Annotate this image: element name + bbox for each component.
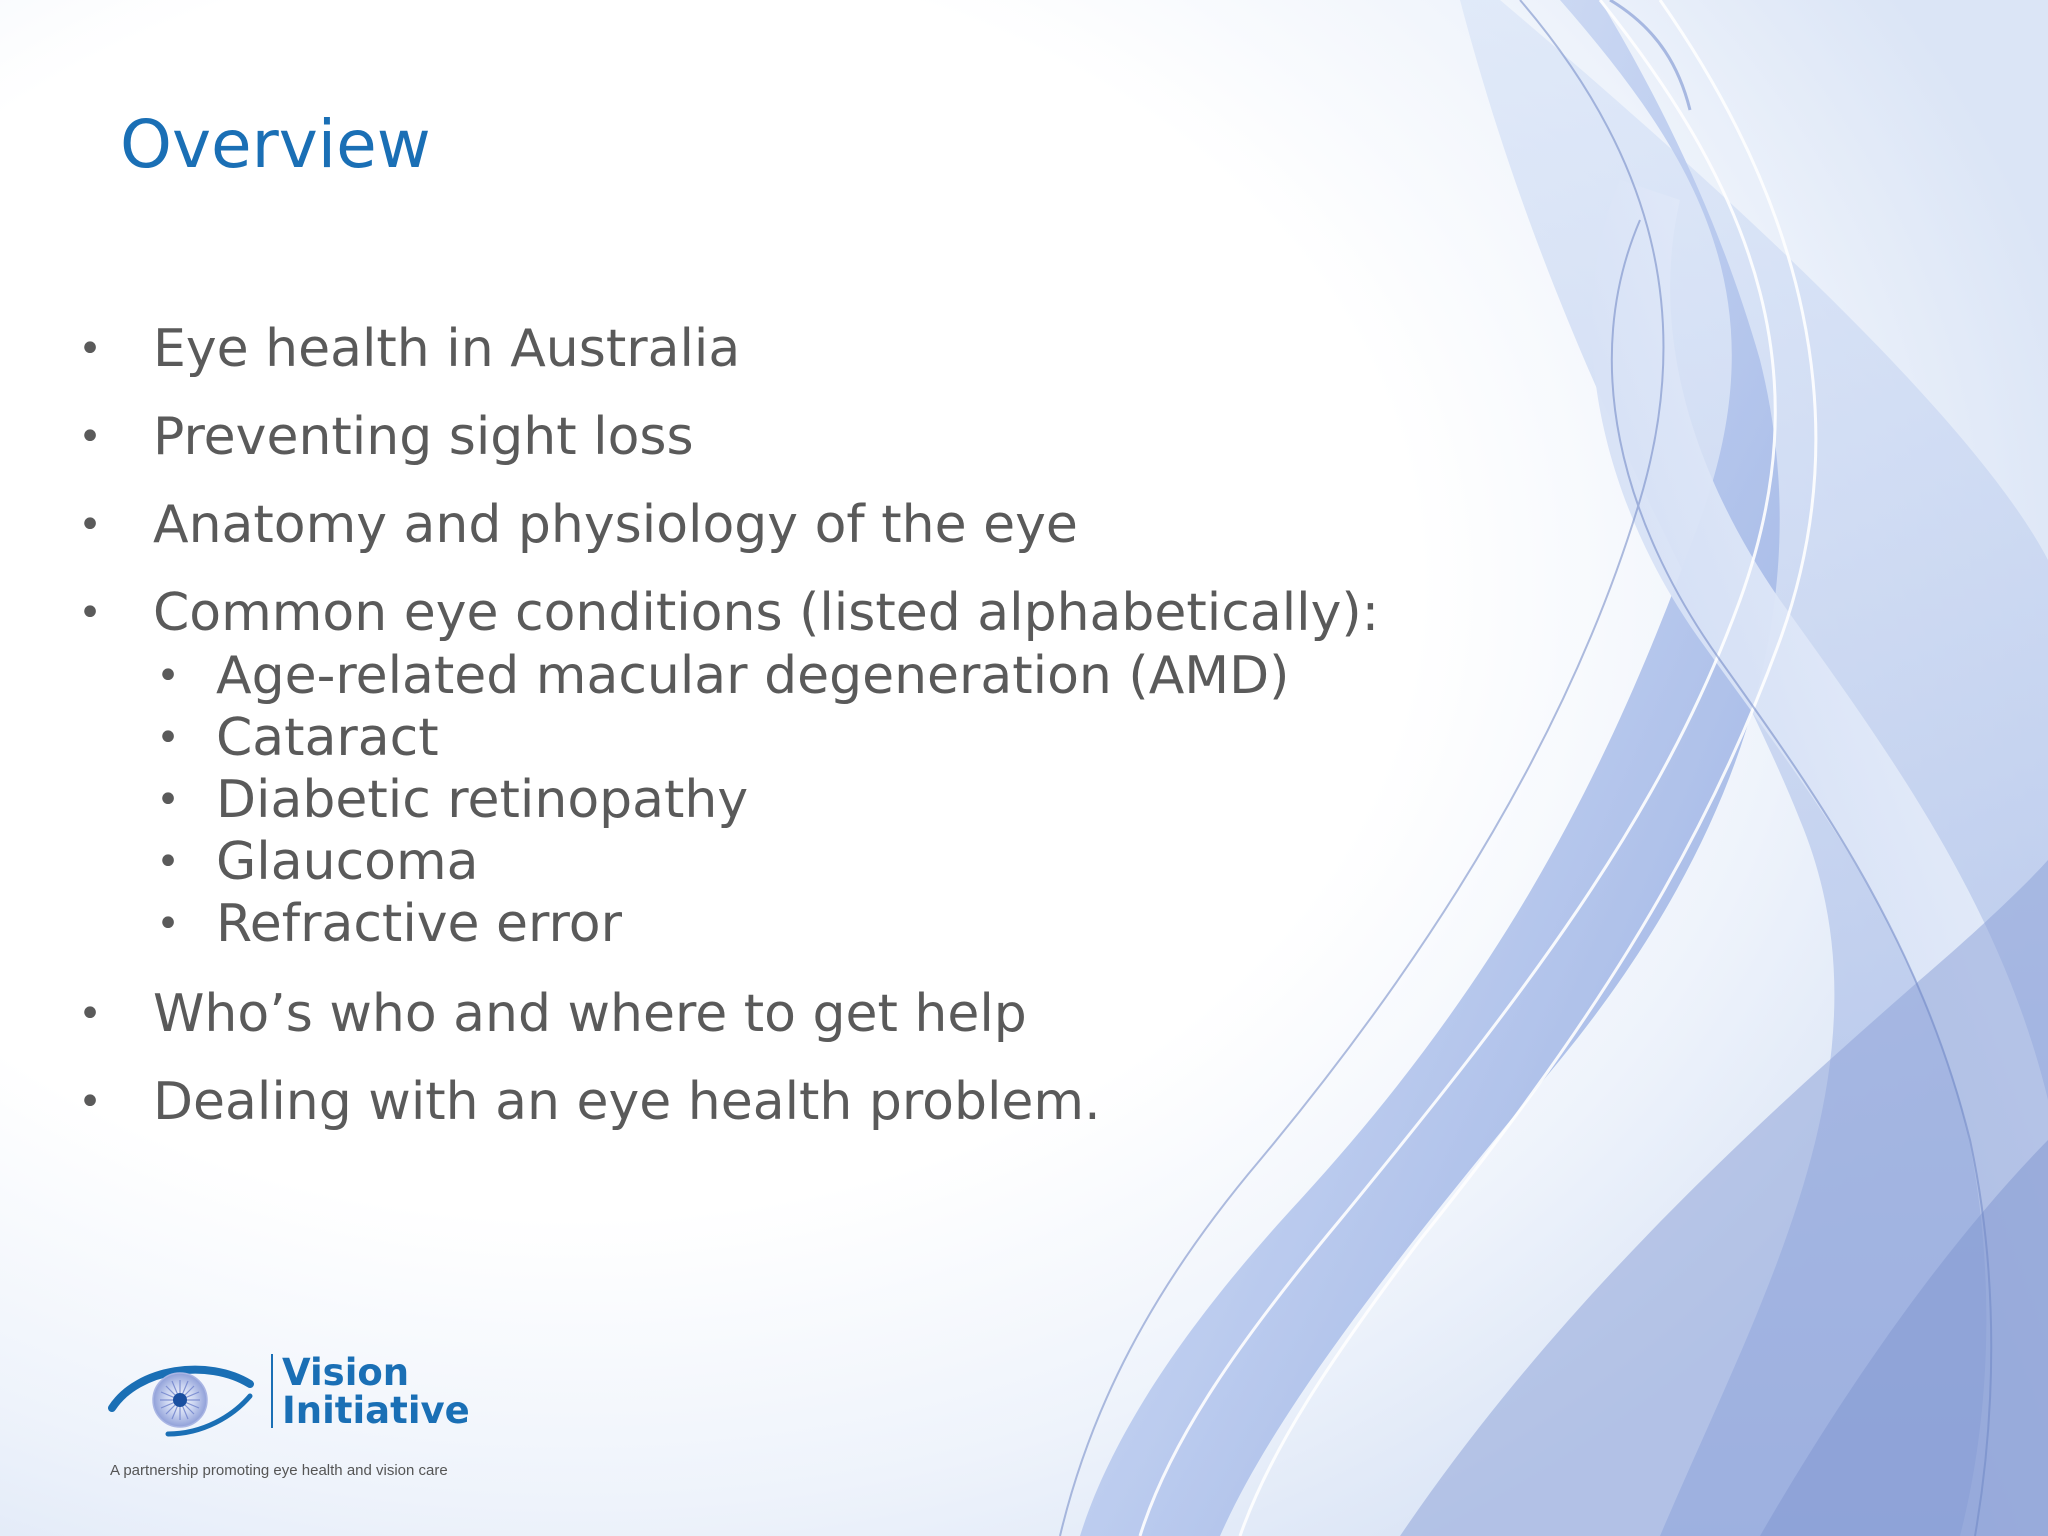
bullet-item [70, 983, 1450, 1046]
bullet-dot: • [78, 991, 102, 1037]
bullet-dot: • [78, 502, 102, 548]
slide-title: Overview [120, 106, 431, 183]
bullet-dot: • [78, 326, 102, 372]
bullet-item [70, 318, 1450, 381]
bullet-item [70, 1071, 1450, 1134]
bullet-text: Eye health in Australia [153, 319, 741, 379]
sub-bullet-dot: • [156, 839, 180, 885]
bullet-text: Anatomy and physiology of the eye [153, 495, 1078, 555]
sub-bullet-dot: • [156, 715, 180, 761]
sub-bullet-list [153, 645, 1450, 955]
sub-bullet-item [153, 769, 1450, 831]
sub-bullet-dot: • [156, 901, 180, 947]
bullet-text: Preventing sight loss [153, 407, 694, 467]
bullet-dot: • [78, 414, 102, 460]
bullet-text: Who’s who and where to get help [153, 984, 1027, 1044]
sub-bullet-item [153, 893, 1450, 955]
sub-bullet-text: Refractive error [216, 894, 622, 954]
logo-divider [271, 1354, 273, 1428]
logo-word-initiative: Initiative [282, 1389, 470, 1432]
sub-bullet-dot: • [156, 653, 180, 699]
logo-word-vision: Vision [282, 1351, 410, 1394]
bullet-item [70, 582, 1450, 955]
bullet-text: Common eye conditions (listed alphabetically): [153, 583, 1380, 643]
logo-tagline: A partnership promoting eye health and vision care [110, 1462, 448, 1479]
eye-icon [108, 1350, 258, 1440]
bullet-list [70, 318, 1450, 1159]
bullet-item [70, 406, 1450, 469]
sub-bullet-text: Diabetic retinopathy [216, 770, 749, 830]
sub-bullet-text: Glaucoma [216, 832, 479, 892]
bullet-dot: • [78, 590, 102, 636]
sub-bullet-dot: • [156, 777, 180, 823]
bullet-item [70, 494, 1450, 557]
sub-bullet-text: Age-related macular degeneration (AMD) [216, 646, 1290, 706]
bullet-dot: • [78, 1079, 102, 1125]
sub-bullet-item [153, 707, 1450, 769]
sub-bullet-text: Cataract [216, 708, 439, 768]
bullet-text: Dealing with an eye health problem. [153, 1072, 1101, 1132]
sub-bullet-item [153, 831, 1450, 893]
sub-bullet-item [153, 645, 1450, 707]
